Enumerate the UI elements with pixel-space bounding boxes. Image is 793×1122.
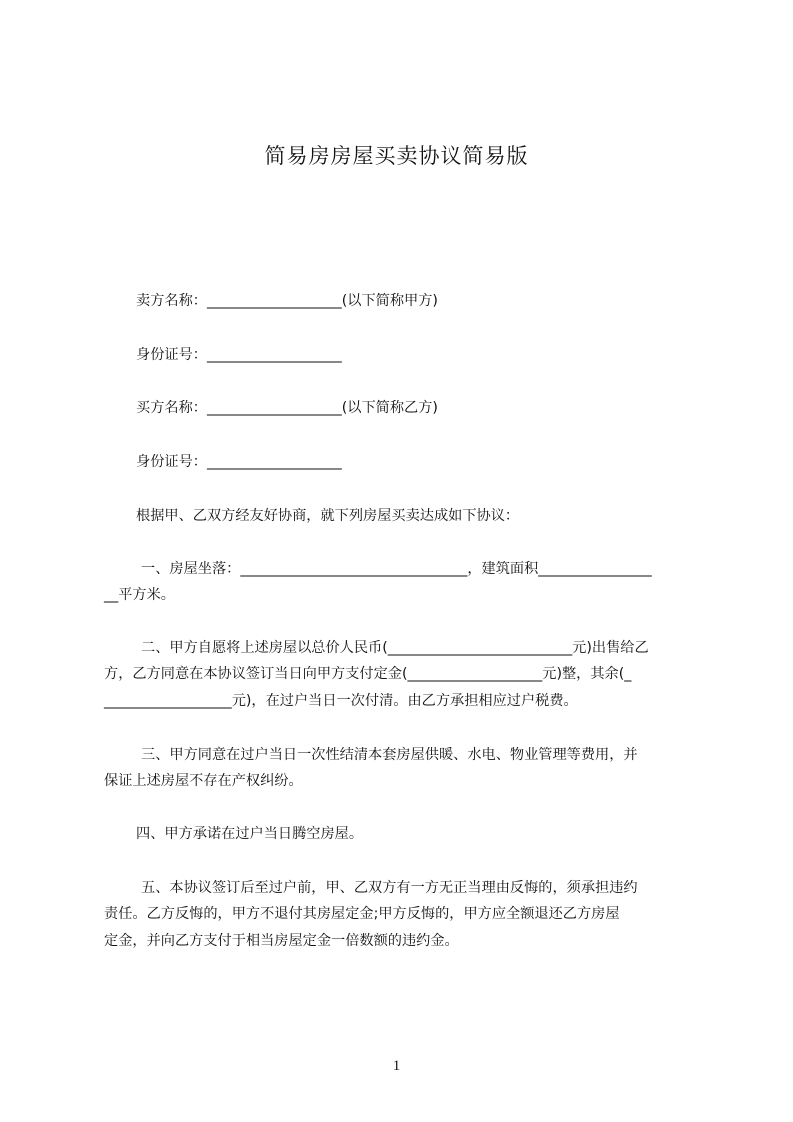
seller-name-line: 卖方名称：___________________(以下简称甲方)	[136, 293, 438, 309]
clause-3-line-1: 三、甲方同意在过户当日一次性结清本套房屋供暖、水电、物业管理等费用，并	[141, 747, 638, 763]
clause-1-line-2: __平方米。	[104, 587, 175, 603]
clause-5-line-3: 定金，并向乙方支付于相当房屋定金一倍数额的违约金。	[104, 933, 459, 949]
document-title: 简易房房屋买卖协议简易版	[264, 144, 529, 168]
clause-2-line-2: 方，乙方同意在本协议签订当日向甲方支付定金(___________________元)整，其余(_	[104, 666, 632, 682]
seller-id-line: 身份证号：___________________	[136, 347, 342, 363]
clause-1-line-1: 一、房屋坐落：________________________________，建筑面积________________	[141, 561, 652, 577]
buyer-id-line: 身份证号：___________________	[136, 454, 342, 470]
buyer-name-line: 买方名称：___________________(以下简称乙方)	[136, 400, 438, 416]
clause-3-line-2: 保证上述房屋不存在产权纠纷。	[104, 773, 303, 789]
clause-5-line-1: 五、本协议签订后至过户前，甲、乙双方有一方无正当理由反悔的，须承担违约	[141, 880, 638, 896]
page-number: 1	[392, 1058, 401, 1074]
clause-4-line: 四、甲方承诺在过户当日腾空房屋。	[136, 826, 364, 842]
agreement-intro-line: 根据甲、乙双方经友好协商，就下列房屋买卖达成如下协议：	[136, 508, 520, 524]
clause-2-line-1: 二、甲方自愿将上述房屋以总价人民币(__________________________元)出售给乙	[141, 640, 649, 656]
clause-2-line-3: __________________元)，在过户当日一次付清。由乙方承担相应过户税费。	[104, 693, 578, 709]
clause-5-line-2: 责任。乙方反悔的，甲方不退付其房屋定金;甲方反悔的，甲方应全额退还乙方房屋	[104, 906, 620, 922]
